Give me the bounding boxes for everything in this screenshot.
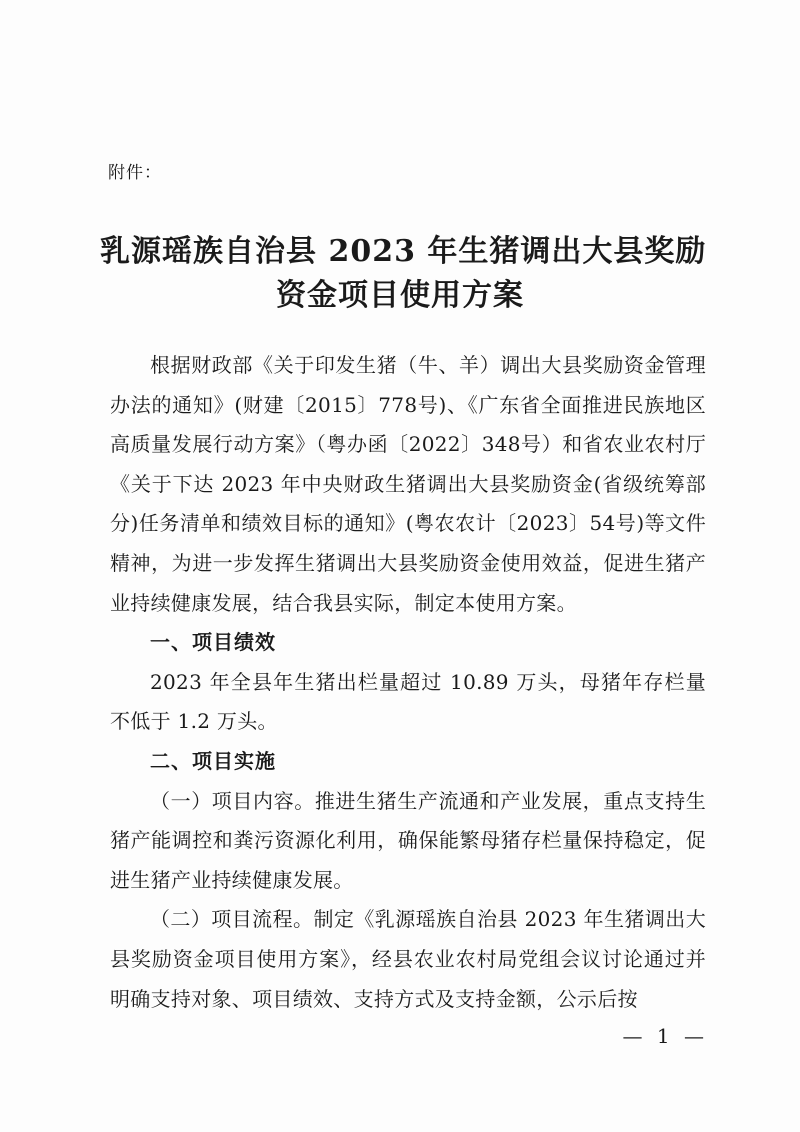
implementation-item-process: （二）项目流程。制定《乳源瑶族自治县 2023 年生猪调出大县奖励资金项目使用方案》，经县农业农村局党组会议讨论通过并明确支持对象、项目绩效、支持方式及支持金额，公示后按 <box>110 907 706 1011</box>
document-title-line-1: 乳源瑶族自治县 2023 年生猪调出大县奖励 <box>100 234 707 269</box>
document-body <box>110 346 706 1019</box>
attachment-label: 附件： <box>108 163 162 183</box>
document-title-line-2: 资金项目使用方案 <box>276 278 524 313</box>
page-number: — 1 — <box>622 1024 708 1048</box>
section-heading-implementation: 二、项目实施 <box>150 748 276 773</box>
implementation-item-content: （一）项目内容。推进生猪生产流通和产业发展，重点支持生猪产能调控和粪污资源化利用，确保能繁母猪存栏量保持稳定，促进生猪产业持续健康发展。 <box>110 788 706 892</box>
section-heading-performance: 一、项目绩效 <box>150 630 276 655</box>
intro-paragraph: 根据财政部《关于印发生猪（牛、羊）调出大县奖励资金管理办法的通知》(财建〔2015〕778号)、《广东省全面推进民族地区高质量发展行动方案》（粤办函〔2022〕348号）和省农业农村厅《关于下达 2023 年中央财政生猪调出大县奖励资金(省级统筹部分)任务清单和绩效目标的通知》(粤农农计〔2023〕54号)等文件精神，为进一步发挥生猪调出大县奖励资金使用效益，促进生猪产业持续健康发展，结合我县实际，制定本使用方案。 <box>110 353 706 615</box>
performance-paragraph: 2023 年全县年生猪出栏量超过 10.89 万头，母猪年存栏量不低于 1.2 万头。 <box>110 669 706 734</box>
